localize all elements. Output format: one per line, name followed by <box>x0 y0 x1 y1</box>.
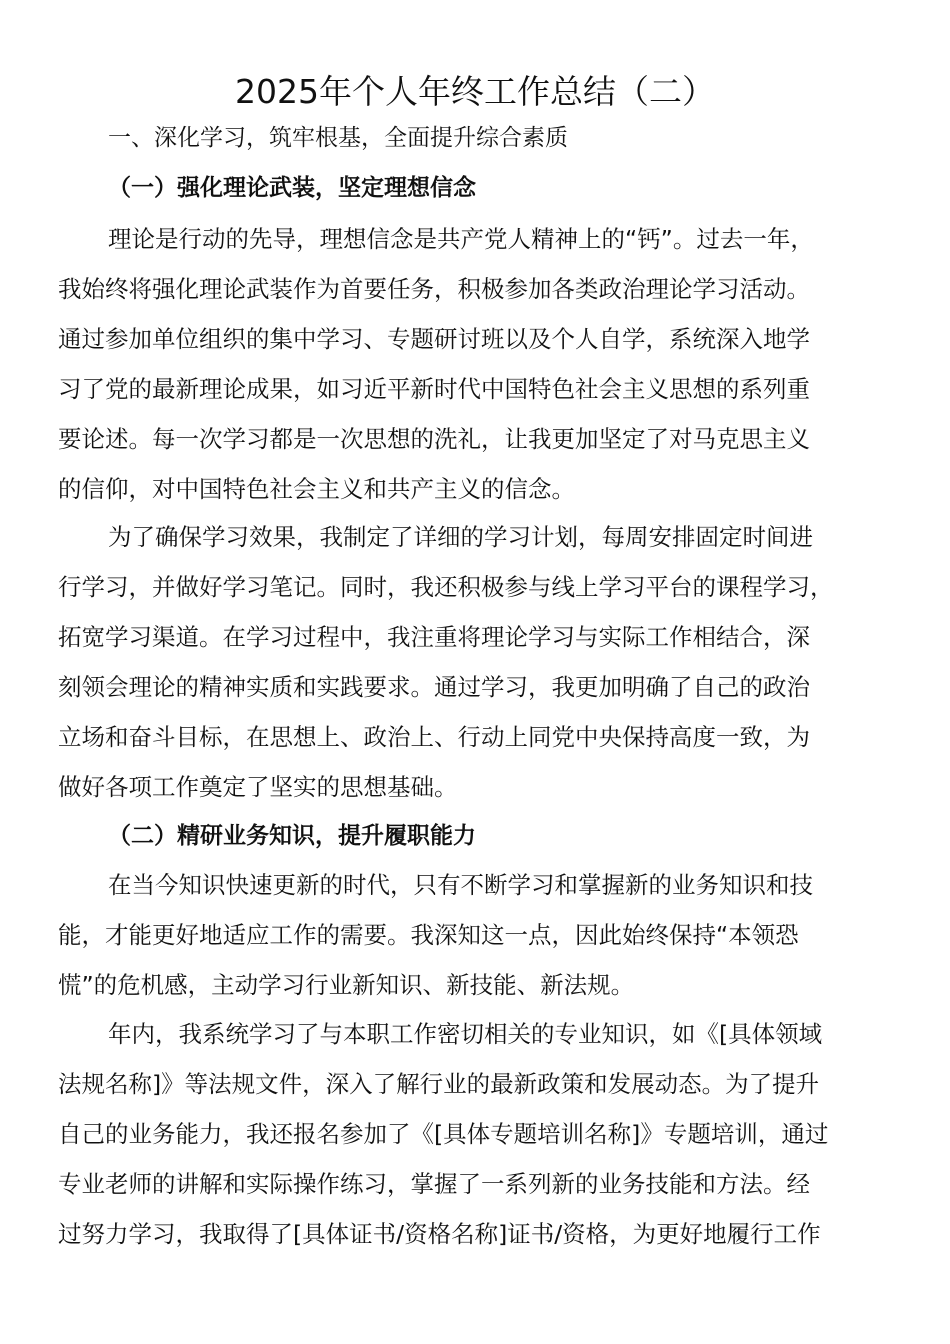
paragraph-line: 慌”的危机感，主动学习行业新知识、新技能、新法规。 <box>58 971 635 999</box>
paragraph-line: 通过参加单位组织的集中学习、专题研讨班以及个人自学，系统深入地学 <box>58 325 810 353</box>
paragraph-1 <box>58 214 898 514</box>
paragraph-line: 拓宽学习渠道。在学习过程中，我注重将理论学习与实际工作相结合，深 <box>58 623 810 651</box>
paragraph-line: 年内，我系统学习了与本职工作密切相关的专业知识，如《[具体领域 <box>108 1020 823 1048</box>
paragraph-3 <box>58 860 898 1010</box>
subsection-heading-1: （一）强化理论武装，坚定理想信念 <box>108 175 476 201</box>
paragraph-line: 在当今知识快速更新的时代，只有不断学习和掌握新的业务知识和技 <box>108 871 813 899</box>
paragraph-line: 过努力学习，我取得了[具体证书/资格名称]证书/资格，为更好地履行工作 <box>58 1220 821 1248</box>
paragraph-line: 专业老师的讲解和实际操作练习，掌握了一系列新的业务技能和方法。经 <box>58 1170 810 1198</box>
subsection-heading-2: （二）精研业务知识，提升履职能力 <box>108 823 476 849</box>
paragraph-line: 习了党的最新理论成果，如习近平新时代中国特色社会主义思想的系列重 <box>58 375 810 403</box>
paragraph-line: 立场和奋斗目标，在思想上、政治上、行动上同党中央保持高度一致，为 <box>58 723 810 751</box>
paragraph-line: 为了确保学习效果，我制定了详细的学习计划，每周安排固定时间进 <box>108 523 813 551</box>
paragraph-line: 的信仰，对中国特色社会主义和共产主义的信念。 <box>58 475 575 503</box>
paragraph-line: 刻领会理论的精神实质和实践要求。通过学习，我更加明确了自己的政治 <box>58 673 810 701</box>
paragraph-line: 行学习，并做好学习笔记。同时，我还积极参与线上学习平台的课程学习， <box>58 573 834 601</box>
paragraph-line: 我始终将强化理论武装作为首要任务，积极参加各类政治理论学习活动。 <box>58 275 810 303</box>
document-title: 2025年个人年终工作总结（二） <box>235 72 715 111</box>
paragraph-line: 要论述。每一次学习都是一次思想的洗礼，让我更加坚定了对马克思主义 <box>58 425 810 453</box>
paragraph-line: 法规名称]》等法规文件，深入了解行业的最新政策和发展动态。为了提升 <box>58 1070 820 1098</box>
paragraph-line: 能，才能更好地适应工作的需要。我深知这一点，因此始终保持“本领恐 <box>58 921 799 949</box>
paragraph-line: 理论是行动的先导，理想信念是共产党人精神上的“钙”。过去一年， <box>108 225 814 253</box>
paragraph-4 <box>58 1009 898 1259</box>
paragraph-line: 做好各项工作奠定了坚实的思想基础。 <box>58 773 458 801</box>
section-heading-1: 一、深化学习，筑牢根基，全面提升综合素质 <box>108 125 568 151</box>
paragraph-2 <box>58 512 898 812</box>
paragraph-line: 自己的业务能力，我还报名参加了《[具体专题培训名称]》专题培训，通过 <box>58 1120 829 1148</box>
